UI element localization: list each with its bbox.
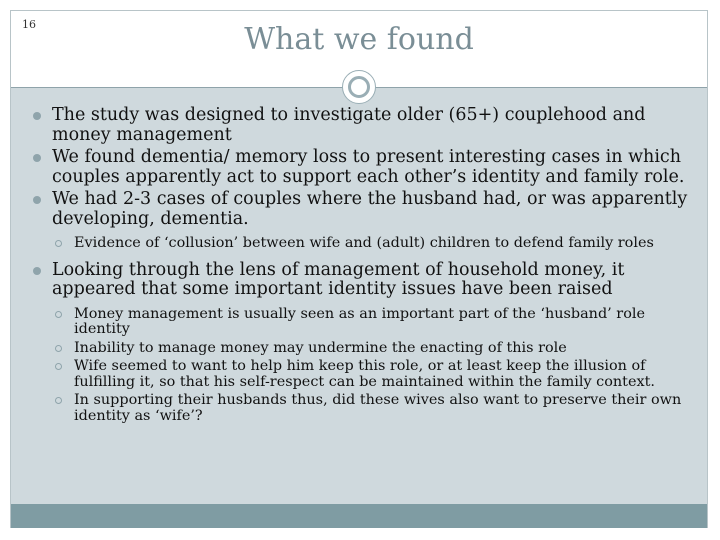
hollow-bullet-icon xyxy=(55,311,62,318)
hollow-bullet-icon xyxy=(55,240,62,247)
sub-bullet-text: Money management is usually seen as an important part of the ‘husband’ role identity xyxy=(74,305,645,337)
bullet-item xyxy=(22,106,694,145)
filled-bullet-icon xyxy=(33,154,41,162)
bullet-text: We found dementia/ memory loss to present interesting cases in which couples apparently act to support each other’s identity and family role. xyxy=(52,147,685,187)
footer-bar xyxy=(11,504,707,528)
bullet-text: We had 2-3 cases of couples where the husband had, or was apparently developing, dementia. xyxy=(52,189,688,229)
sub-bullet-item xyxy=(22,307,694,338)
bullet-item xyxy=(22,190,694,229)
bullet-text: Looking through the lens of management of household money, it appeared that some important identity issues have been raised xyxy=(52,259,625,299)
sub-bullet-item xyxy=(22,341,694,357)
hollow-bullet-icon xyxy=(55,345,62,352)
hollow-bullet-icon xyxy=(55,363,62,370)
slide-number: 16 xyxy=(22,18,36,31)
filled-bullet-icon xyxy=(33,267,41,275)
bullet-item xyxy=(22,148,694,187)
filled-bullet-icon xyxy=(33,196,41,204)
sub-bullet-item xyxy=(22,393,694,424)
bullet-text: The study was designed to investigate older (65+) couplehood and money management xyxy=(52,105,646,145)
circle-ornament-icon xyxy=(342,70,376,104)
sub-bullet-item xyxy=(22,236,694,252)
sub-bullet-text: Wife seemed to want to help him keep this role, or at least keep the illusion of fulfilling it, so that his self-respect can be maintained within the family context. xyxy=(74,358,655,390)
sub-bullet-text: Inability to manage money may undermine the enacting of this role xyxy=(74,339,567,356)
bullet-item xyxy=(22,261,694,300)
slide-title: What we found xyxy=(244,22,474,57)
sub-bullet-text: In supporting their husbands thus, did these wives also want to preserve their own identity as ‘wife’? xyxy=(74,392,682,424)
sub-bullet-item xyxy=(22,359,694,390)
filled-bullet-icon xyxy=(33,112,41,120)
circle-ornament-inner xyxy=(348,76,370,98)
slide-content xyxy=(22,106,694,427)
hollow-bullet-icon xyxy=(55,397,62,404)
sub-bullet-text: Evidence of ‘collusion’ between wife and (adult) children to defend family roles xyxy=(74,235,654,251)
